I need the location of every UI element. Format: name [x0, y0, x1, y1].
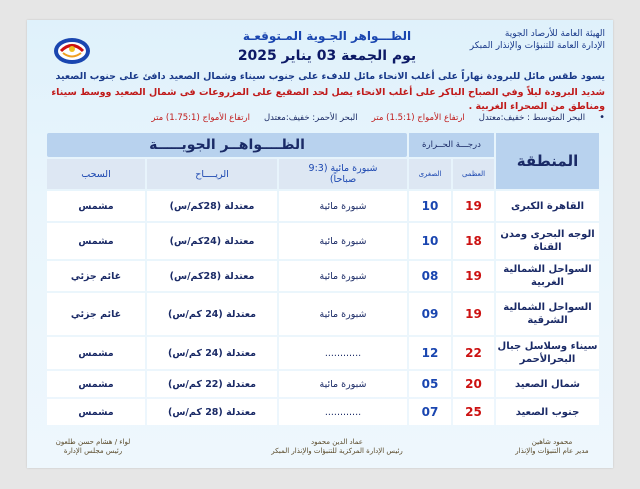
- footer-right-name: محمود شاهين: [531, 438, 573, 446]
- min-temp-cell: 10: [409, 191, 451, 221]
- table-row: [47, 261, 599, 291]
- table-row: [47, 191, 599, 221]
- table-row: [47, 293, 599, 335]
- max-temp-cell: 18: [453, 223, 494, 259]
- footer-center-name: عماد الدين محمود: [310, 438, 363, 446]
- min-temp-cell: 12: [409, 337, 451, 369]
- red-sea-waves: ارتفاع الأمواج (1.75:1) متر: [151, 113, 250, 123]
- footer-left-name: لواء / هشام حسن طلعون: [55, 438, 131, 446]
- region-cell: سيناء وسلاسل جبال البحرالأحمر: [496, 337, 599, 369]
- cloud-cell: مشمس: [47, 337, 145, 369]
- min-temp-column-header: الصغرى: [409, 159, 451, 189]
- region-cell: شمال الصعيد: [496, 371, 599, 397]
- authority-department: الإدارة العامة للتنبؤات والإنذار المبكر: [469, 41, 605, 51]
- fog-cell: شبورة مائية: [279, 261, 407, 291]
- region-cell: الوجه البحرى ومدن القناة: [496, 223, 599, 259]
- table-row: [47, 337, 599, 369]
- wind-column-header: الريــــاح: [147, 159, 277, 189]
- cloud-cell: مشمس: [47, 371, 145, 397]
- footer-left: [33, 438, 153, 456]
- summary-night: شديد البرودة ليلاً وفي الصباح الباكر على أغلب الانحاء يصل لحد الصقيع على المزروعات فى شمال الصعيد ووسط سيناء ومناطق من الصحراء الغربية .: [51, 87, 605, 112]
- wind-cell: معتدلة (24 كم/س): [147, 293, 277, 335]
- sea-conditions: [30, 112, 605, 124]
- max-temp-cell: 22: [453, 337, 494, 369]
- fog-cell: شبورة مائية: [279, 293, 407, 335]
- red-sea-state: البحر الأحمر: خفيف:معتدل: [263, 113, 358, 123]
- table-row: [47, 399, 599, 425]
- wind-cell: معتدلة (22 كم/س): [147, 371, 277, 397]
- region-column-header: المنطقة: [496, 133, 599, 189]
- authority-block: [470, 28, 605, 52]
- fog-cell: ............: [279, 399, 407, 425]
- temperature-group-header: درجـــة الحــرارة: [409, 133, 494, 157]
- title-block: [177, 28, 477, 66]
- region-cell: جنوب الصعيد: [496, 399, 599, 425]
- min-temp-cell: 05: [409, 371, 451, 397]
- max-temp-cell: 19: [453, 293, 494, 335]
- cloud-cell: مشمس: [47, 191, 145, 221]
- min-temp-cell: 09: [409, 293, 451, 335]
- authority-name: الهيئة العامة للأرصاد الجوية: [504, 29, 605, 39]
- cloud-cell: مشمس: [47, 223, 145, 259]
- region-cell: السواحل الشمالية الغربية: [496, 261, 599, 291]
- min-temp-cell: 07: [409, 399, 451, 425]
- med-sea-waves: ارتفاع الأمواج (1.5:1) متر: [371, 113, 465, 123]
- cloud-cell: غائم جزئي: [47, 293, 145, 335]
- bullet-icon: •: [599, 112, 605, 123]
- page-title: الظـــواهر الجـوية المـتوقعـة: [242, 29, 412, 43]
- region-cell: القاهرة الكبرى: [496, 191, 599, 221]
- fog-cell: ............: [279, 337, 407, 369]
- cloud-cell: مشمس: [47, 399, 145, 425]
- min-temp-cell: 08: [409, 261, 451, 291]
- wind-cell: معتدلة (28 كم/س): [147, 399, 277, 425]
- max-temp-cell: 19: [453, 261, 494, 291]
- footer-center-title: رئيس الإدارة المركزية للتنبؤات والإنذار المبكر: [271, 447, 403, 455]
- max-temp-cell: 25: [453, 399, 494, 425]
- summary-day: يسود طقس مائل للبرودة نهاراً على أغلب الانحاء مائل للدفء على جنوب سيناء وشمال الصعيد دافئ على جنوب الصعيد: [55, 71, 605, 82]
- wind-cell: معتدلة (24كم/س): [147, 223, 277, 259]
- table-row: [47, 223, 599, 259]
- wind-cell: معتدلة (28كم/س): [147, 261, 277, 291]
- authority-logo-icon: [53, 36, 91, 66]
- max-temp-cell: 19: [453, 191, 494, 221]
- clouds-column-header: السحب: [47, 159, 145, 189]
- footer-right-title: مدير عام التنبؤات والإنذار: [515, 447, 589, 455]
- min-temp-cell: 10: [409, 223, 451, 259]
- max-temp-column-header: العظمى: [453, 159, 494, 189]
- footer-right: [497, 438, 607, 456]
- wind-cell: معتدلة (28كم/س): [147, 191, 277, 221]
- forecast-table: [47, 133, 599, 453]
- cloud-cell: غائم جزئي: [47, 261, 145, 291]
- wind-cell: معتدلة (24 كم/س): [147, 337, 277, 369]
- max-temp-cell: 20: [453, 371, 494, 397]
- region-cell: السواحل الشمالية الشرقية: [496, 293, 599, 335]
- fog-cell: شبورة مائية: [279, 223, 407, 259]
- fog-column-header: شبورة مائية (9:3 صباحاً): [279, 159, 407, 189]
- table-row: [47, 371, 599, 397]
- footer-center: [247, 438, 427, 456]
- forecast-date: يوم الجمعة 03 يناير 2025: [237, 48, 417, 64]
- fog-cell: شبورة مائية: [279, 371, 407, 397]
- forecast-sheet: [27, 20, 613, 468]
- med-sea-state: البحر المتوسط : خفيف:معتدل: [478, 113, 586, 123]
- fog-cell: شبورة مائية: [279, 191, 407, 221]
- phenomena-title: الظــــواهــر الجويـــــة: [47, 133, 407, 157]
- footer-left-title: رئيس مجلس الإدارة: [63, 447, 123, 455]
